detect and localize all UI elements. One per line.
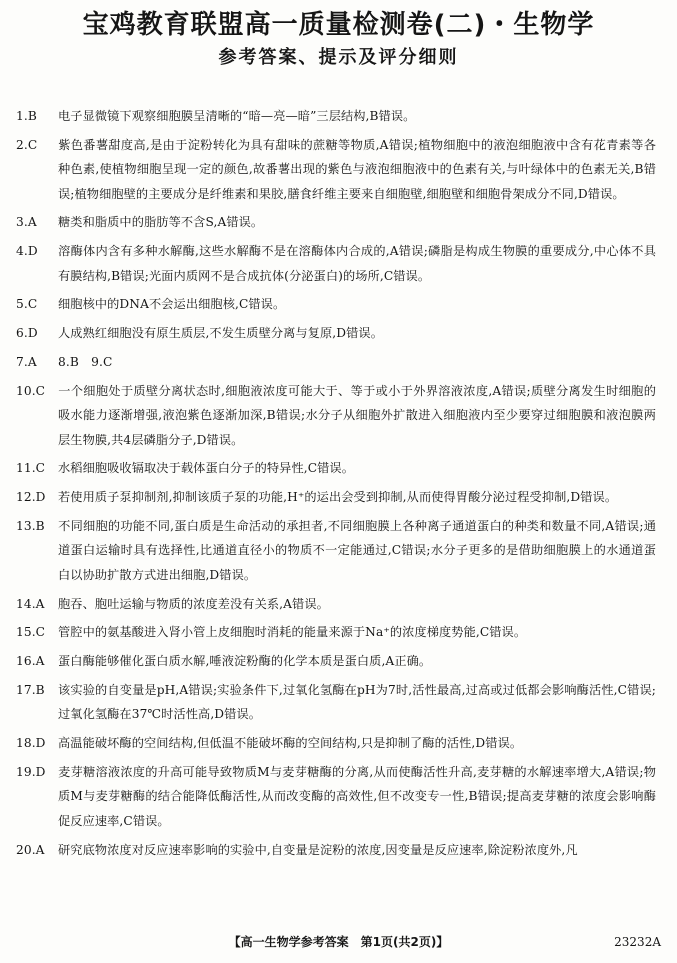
answer-item	[16, 620, 656, 644]
answer-text: 蛋白酶能够催化蛋白质水解,唾液淀粉酶的化学本质是蛋白质,A正确。	[58, 654, 432, 669]
answer-item	[16, 866, 656, 890]
answer-text: 8.B 9.C	[58, 355, 113, 369]
answer-number: 11.C	[16, 461, 46, 476]
answer-item	[16, 239, 656, 288]
answer-number: 2.C	[16, 137, 38, 152]
answer-item	[16, 350, 656, 374]
answer-text: 该实验的自变量是pH,A错误;实验条件下,过氧化氢酶在pH为7时,活性最高,过高或过低都会影响酶活性,C错误;过氧化氢酶在37℃时活性高,D错误。	[58, 683, 656, 722]
answer-text: 管腔中的氨基酸进入肾小管上皮细胞时消耗的能量来源于Na⁺的浓度梯度势能,C错误。	[58, 625, 527, 640]
answer-number: 5.C	[16, 297, 38, 312]
answer-text: 不同细胞的功能不同,蛋白质是生命活动的承担者,不同细胞膜上各种离子通道蛋白的种类和数量不同,A错误;通道蛋白运输时具有选择性,比通道直径小的物质不一定能通过,C错误;水分子更多的是借助细胞膜上的水通道蛋白以协助扩散方式进出细胞,D错误。	[58, 519, 656, 582]
answer-item	[16, 838, 656, 862]
answer-text: 水稻细胞吸收镉取决于载体蛋白分子的特异性,C错误。	[58, 461, 355, 476]
answer-number: 3.A	[16, 215, 37, 230]
answer-text: 细胞核中的DNA不会运出细胞核,C错误。	[58, 297, 286, 312]
answer-text: 研究底物浓度对反应速率影响的实验中,自变量是淀粉的浓度,因变量是反应速率,除淀粉浓度外,凡	[58, 842, 578, 857]
answer-text: 电子显微镜下观察细胞膜呈清晰的“暗—亮—暗”三层结构,B错误。	[58, 109, 416, 123]
answer-list	[16, 104, 656, 924]
answer-number: 12.D	[16, 490, 46, 505]
answer-number: 20.A	[16, 842, 45, 857]
answer-number: 14.A	[16, 596, 45, 611]
answer-item	[16, 485, 656, 509]
answer-text: 一个细胞处于质壁分离状态时,细胞液浓度可能大于、等于或小于外界溶液浓度,A错误;质壁分离发生时细胞的吸水能力逐渐增强,液泡紫色逐渐加深,B错误;水分子从细胞外扩散进入细胞液内至少要穿过细胞膜和液泡膜两层生物膜,共4层磷脂分子,D错误。	[58, 383, 656, 447]
answer-number: 10.C	[16, 383, 46, 398]
answer-text: 麦芽糖溶液浓度的升高可能导致物质M与麦芽糖酶的分离,从而使酶活性升高,麦芽糖的水解速率增大,A错误;物质M与麦芽糖酶的结合能降低酶活性,从而改变酶的高效性,但不改变专一性,B错误;提高麦芽糖的浓度会影响酶促反应速率,C错误。	[58, 765, 656, 828]
answer-item	[16, 678, 656, 727]
answer-text: 溶酶体内含有多种水解酶,这些水解酶不是在溶酶体内合成的,A错误;磷脂是构成生物膜的重要成分,中心体不具有膜结构,B错误;光面内质网不是合成抗体(分泌蛋白)的场所,C错误。	[58, 244, 656, 283]
answer-number: 19.D	[16, 765, 46, 779]
answer-item	[16, 210, 656, 234]
answer-item	[16, 649, 656, 673]
answer-number: 4.D	[16, 244, 38, 259]
answer-number: 17.B	[16, 683, 45, 697]
answer-text: 糖类和脂质中的脂肪等不含S,A错误。	[58, 215, 264, 230]
answer-item	[16, 379, 656, 452]
answer-number: 6.D	[16, 326, 38, 341]
answer-number: 16.A	[16, 654, 45, 669]
answer-item	[16, 292, 656, 316]
answer-text: 胞吞、胞吐运输与物质的浓度差没有关系,A错误。	[58, 596, 329, 611]
answer-item	[16, 895, 656, 919]
answer-item	[16, 133, 656, 206]
answer-text: 紫色番薯甜度高,是由于淀粉转化为具有甜味的蔗糖等物质,A错误;植物细胞中的液泡细胞液中含有花青素等各种色素,使植物细胞呈现一定的颜色,故番薯出现的紫色与液泡细胞液中的色素有关,与叶绿体中的色素无关,B错误;植物细胞壁的主要成分是纤维素和果胶,膳食纤维主要来自细胞壁,细胞壁和细胞骨架成分不同,D错误。	[58, 137, 656, 201]
page-subtitle: 参考答案、提示及评分细则	[218, 47, 459, 68]
answer-text: 高温能破坏酶的空间结构,但低温不能破坏酶的空间结构,只是抑制了酶的活性,D错误。	[58, 736, 523, 751]
answer-number: 7.A	[16, 355, 37, 369]
answer-item	[16, 104, 656, 128]
answer-item	[16, 592, 656, 616]
answer-number: 1.B	[16, 109, 37, 123]
answer-number: 18.D	[16, 736, 46, 751]
answer-text: 人成熟红细胞没有原生质层,不发生质壁分离与复原,D错误。	[58, 326, 384, 341]
answer-text: 若使用质子泵抑制剂,抑制该质子泵的功能,H⁺的运出会受到抑制,从而使得胃酸分泌过程受抑制,D错误。	[58, 490, 618, 505]
answer-item	[16, 731, 656, 755]
answer-item	[16, 514, 656, 587]
answer-item	[16, 456, 656, 480]
footer-code: 23232A	[614, 935, 661, 949]
answer-number: 13.B	[16, 519, 45, 533]
answer-item	[16, 760, 656, 833]
answer-number: 15.C	[16, 625, 46, 640]
answer-item	[16, 321, 656, 345]
footer-page-info: 【高一生物学参考答案 第1页(共2页)】	[228, 935, 449, 949]
page-title: 宝鸡教育联盟高一质量检测卷(二)・生物学	[82, 10, 595, 40]
